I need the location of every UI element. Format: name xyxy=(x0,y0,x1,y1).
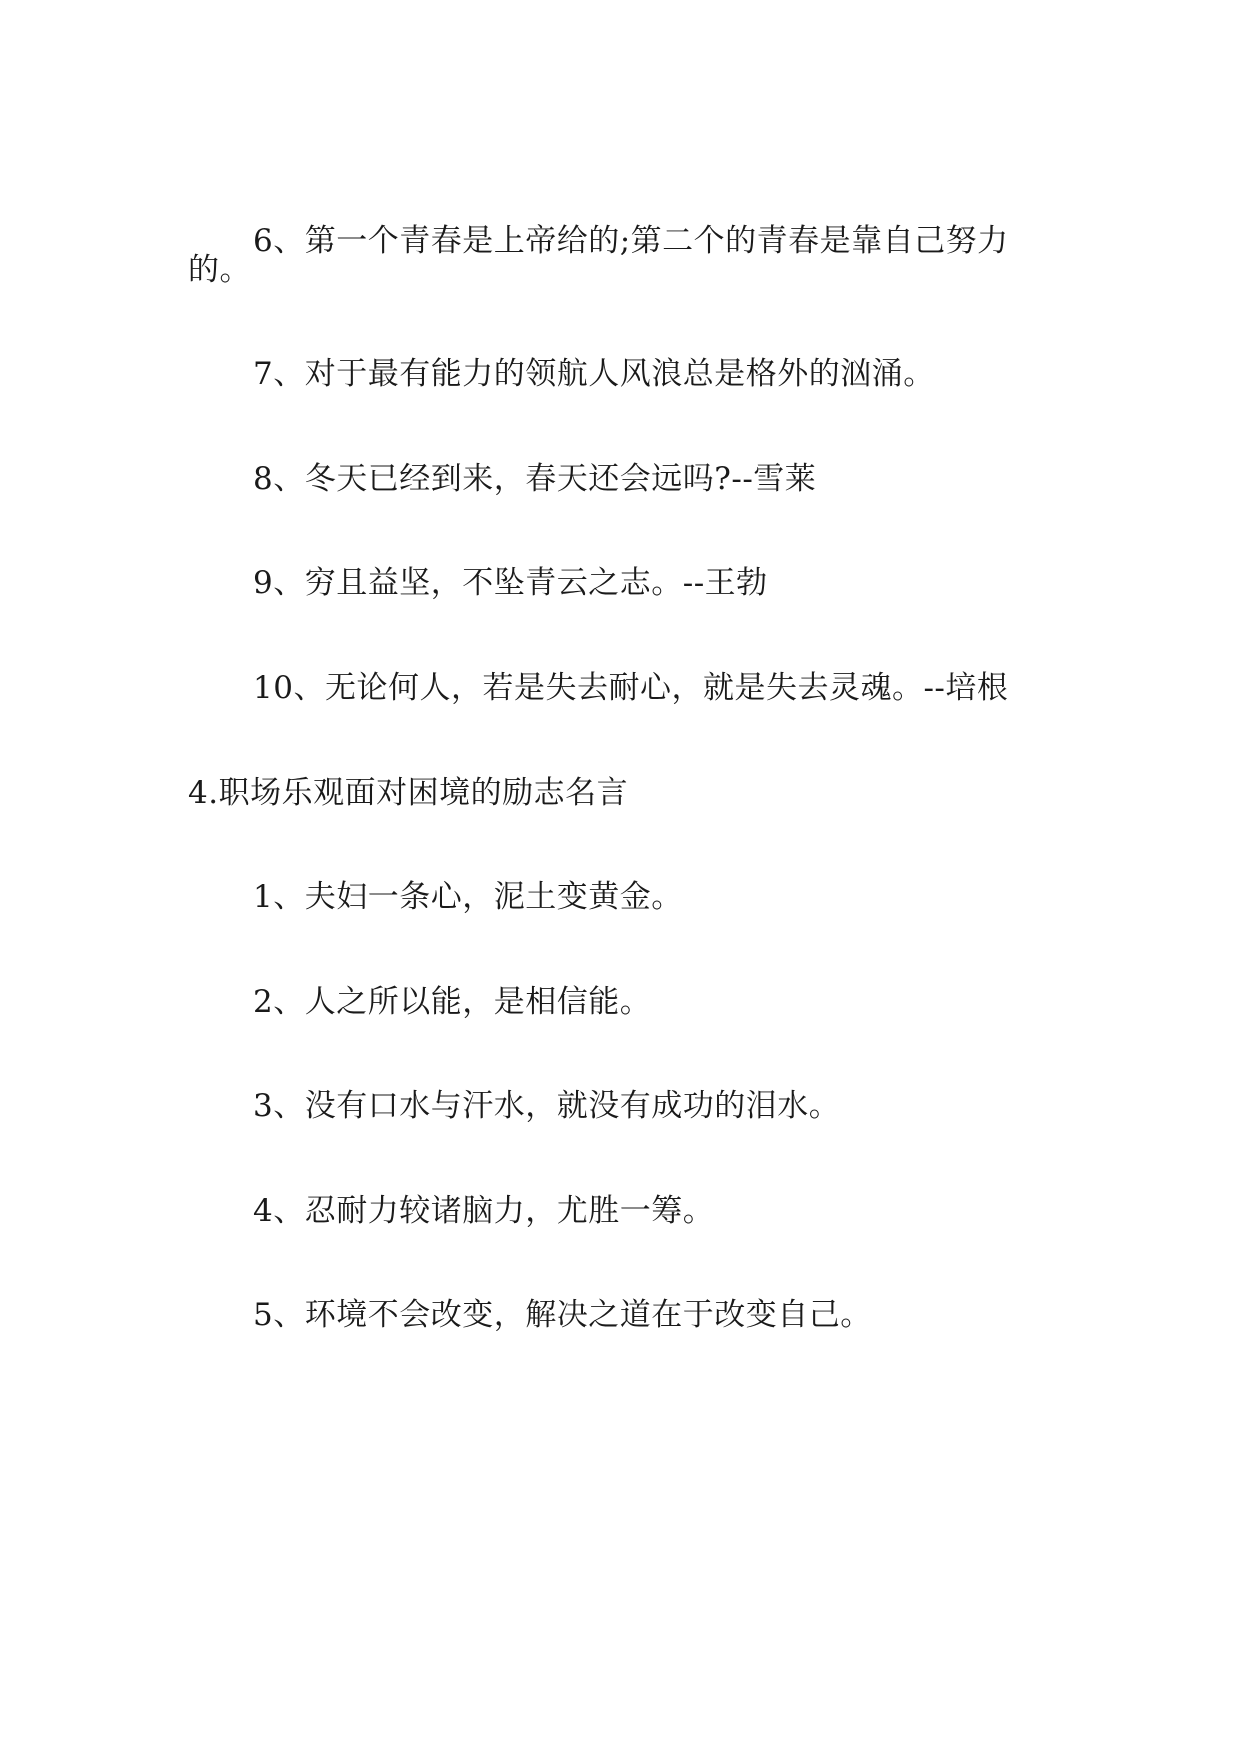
quote-7: 7、对于最有能力的领航人风浪总是格外的汹涌。 xyxy=(253,356,935,392)
quote-9: 9、穷且益坚，不坠青云之志。--王勃 xyxy=(253,565,768,601)
section-item-2: 2、人之所以能，是相信能。 xyxy=(253,984,652,1020)
section-item-3: 3、没有口水与汗水，就没有成功的泪水。 xyxy=(253,1088,841,1124)
quote-10: 10、无论何人，若是失去耐心，就是失去灵魂。--培根 xyxy=(253,670,1009,706)
quote-8: 8、冬天已经到来，春天还会远吗?--雪莱 xyxy=(253,461,817,497)
section-heading: 4.职场乐观面对困境的励志名言 xyxy=(188,775,629,811)
quote-6-line-2: 的。 xyxy=(188,252,251,288)
quote-6-line-1: 6、第一个青春是上帝给的;第二个的青春是靠自己努力 xyxy=(253,223,1009,259)
section-item-1: 1、夫妇一条心，泥土变黄金。 xyxy=(253,879,683,915)
section-item-5: 5、环境不会改变，解决之道在于改变自己。 xyxy=(253,1297,872,1333)
section-item-4: 4、忍耐力较诸脑力，尤胜一筹。 xyxy=(253,1193,715,1229)
